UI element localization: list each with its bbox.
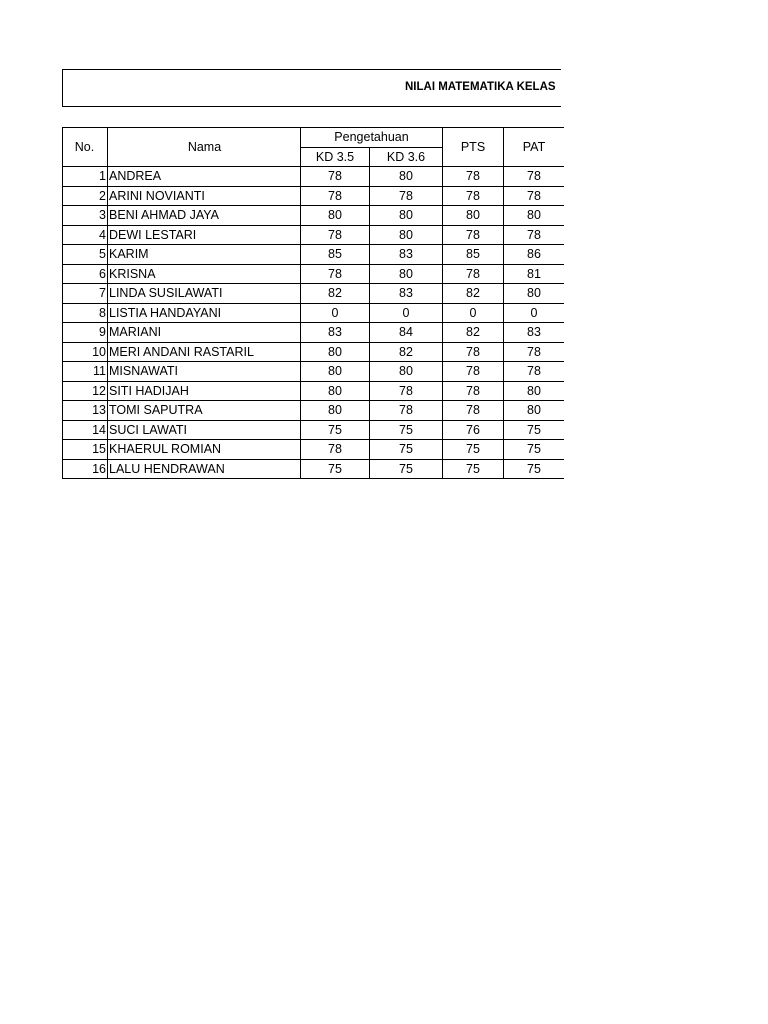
row-number: 5 [63,245,108,265]
table-row [63,303,565,323]
score-kd36: 83 [370,284,443,304]
score-kd35: 78 [301,186,370,206]
header-pts: PTS [443,128,504,167]
student-name: MISNAWATI [108,362,301,382]
table-row [63,225,565,245]
header-kd35: KD 3.5 [301,147,370,167]
score-pts: 78 [443,186,504,206]
score-pts: 78 [443,362,504,382]
score-pts: 78 [443,167,504,187]
row-number: 12 [63,381,108,401]
table-row [63,284,565,304]
row-number: 15 [63,440,108,460]
table-row [63,401,565,421]
score-pat: 86 [504,245,565,265]
student-name: SITI HADIJAH [108,381,301,401]
score-pat: 0 [504,303,565,323]
score-kd35: 80 [301,206,370,226]
score-pat: 75 [504,420,565,440]
score-pat: 75 [504,459,565,479]
grade-rows [63,167,565,479]
score-kd35: 78 [301,440,370,460]
header-pat: PAT [504,128,565,167]
grades-table [62,127,564,479]
table-row [63,420,565,440]
row-number: 4 [63,225,108,245]
score-pts: 78 [443,381,504,401]
table-row [63,381,565,401]
student-name: ARINI NOVIANTI [108,186,301,206]
score-kd35: 78 [301,264,370,284]
student-name: LISTIA HANDAYANI [108,303,301,323]
score-pat: 75 [504,440,565,460]
header-pengetahuan: Pengetahuan [301,128,443,148]
table-row [63,245,565,265]
row-number: 1 [63,167,108,187]
row-number: 3 [63,206,108,226]
score-pat: 80 [504,206,565,226]
score-kd36: 0 [370,303,443,323]
table-row [63,459,565,479]
score-pat: 78 [504,167,565,187]
table-row [63,186,565,206]
table-row [63,323,565,343]
score-pts: 75 [443,459,504,479]
score-pts: 85 [443,245,504,265]
row-number: 6 [63,264,108,284]
score-kd36: 80 [370,225,443,245]
student-name: BENI AHMAD JAYA [108,206,301,226]
score-pts: 80 [443,206,504,226]
score-kd35: 80 [301,401,370,421]
table-row [63,342,565,362]
row-number: 8 [63,303,108,323]
row-number: 2 [63,186,108,206]
student-name: KARIM [108,245,301,265]
score-kd36: 75 [370,440,443,460]
score-kd35: 80 [301,362,370,382]
student-name: MARIANI [108,323,301,343]
score-kd36: 84 [370,323,443,343]
title-box [62,69,561,107]
score-kd35: 85 [301,245,370,265]
score-kd36: 75 [370,420,443,440]
student-name: KHAERUL ROMIAN [108,440,301,460]
score-pat: 78 [504,225,565,245]
score-kd36: 80 [370,167,443,187]
table-row [63,206,565,226]
score-kd35: 78 [301,225,370,245]
sheet-title: NILAI MATEMATIKA KELAS [405,81,556,93]
score-kd36: 80 [370,206,443,226]
row-number: 16 [63,459,108,479]
header-no: No. [63,128,108,167]
student-name: DEWI LESTARI [108,225,301,245]
score-kd36: 78 [370,186,443,206]
score-kd35: 80 [301,342,370,362]
score-pat: 80 [504,401,565,421]
table-row [63,264,565,284]
score-kd35: 75 [301,420,370,440]
student-name: LALU HENDRAWAN [108,459,301,479]
score-pat: 78 [504,186,565,206]
row-number: 14 [63,420,108,440]
student-name: MERI ANDANI RASTARIL [108,342,301,362]
score-kd35: 80 [301,381,370,401]
header-kd36: KD 3.6 [370,147,443,167]
score-pts: 78 [443,264,504,284]
table-row [63,440,565,460]
score-kd36: 83 [370,245,443,265]
row-number: 10 [63,342,108,362]
score-kd35: 78 [301,167,370,187]
score-kd35: 83 [301,323,370,343]
row-number: 9 [63,323,108,343]
score-pts: 0 [443,303,504,323]
score-pts: 82 [443,284,504,304]
score-pat: 83 [504,323,565,343]
row-number: 13 [63,401,108,421]
score-pat: 80 [504,284,565,304]
score-pts: 78 [443,401,504,421]
score-kd36: 78 [370,401,443,421]
table-row [63,167,565,187]
score-kd36: 80 [370,264,443,284]
student-name: LINDA SUSILAWATI [108,284,301,304]
score-pts: 76 [443,420,504,440]
student-name: SUCI LAWATI [108,420,301,440]
score-pts: 82 [443,323,504,343]
score-pts: 78 [443,342,504,362]
score-kd36: 80 [370,362,443,382]
score-kd36: 78 [370,381,443,401]
score-kd35: 82 [301,284,370,304]
score-pts: 78 [443,225,504,245]
score-kd35: 0 [301,303,370,323]
score-pat: 78 [504,342,565,362]
student-name: ANDREA [108,167,301,187]
row-number: 7 [63,284,108,304]
student-name: KRISNA [108,264,301,284]
score-kd36: 82 [370,342,443,362]
header-nama: Nama [108,128,301,167]
score-pat: 81 [504,264,565,284]
table-row [63,362,565,382]
score-pat: 80 [504,381,565,401]
score-pat: 78 [504,362,565,382]
student-name: TOMI SAPUTRA [108,401,301,421]
score-kd36: 75 [370,459,443,479]
score-pts: 75 [443,440,504,460]
score-kd35: 75 [301,459,370,479]
row-number: 11 [63,362,108,382]
